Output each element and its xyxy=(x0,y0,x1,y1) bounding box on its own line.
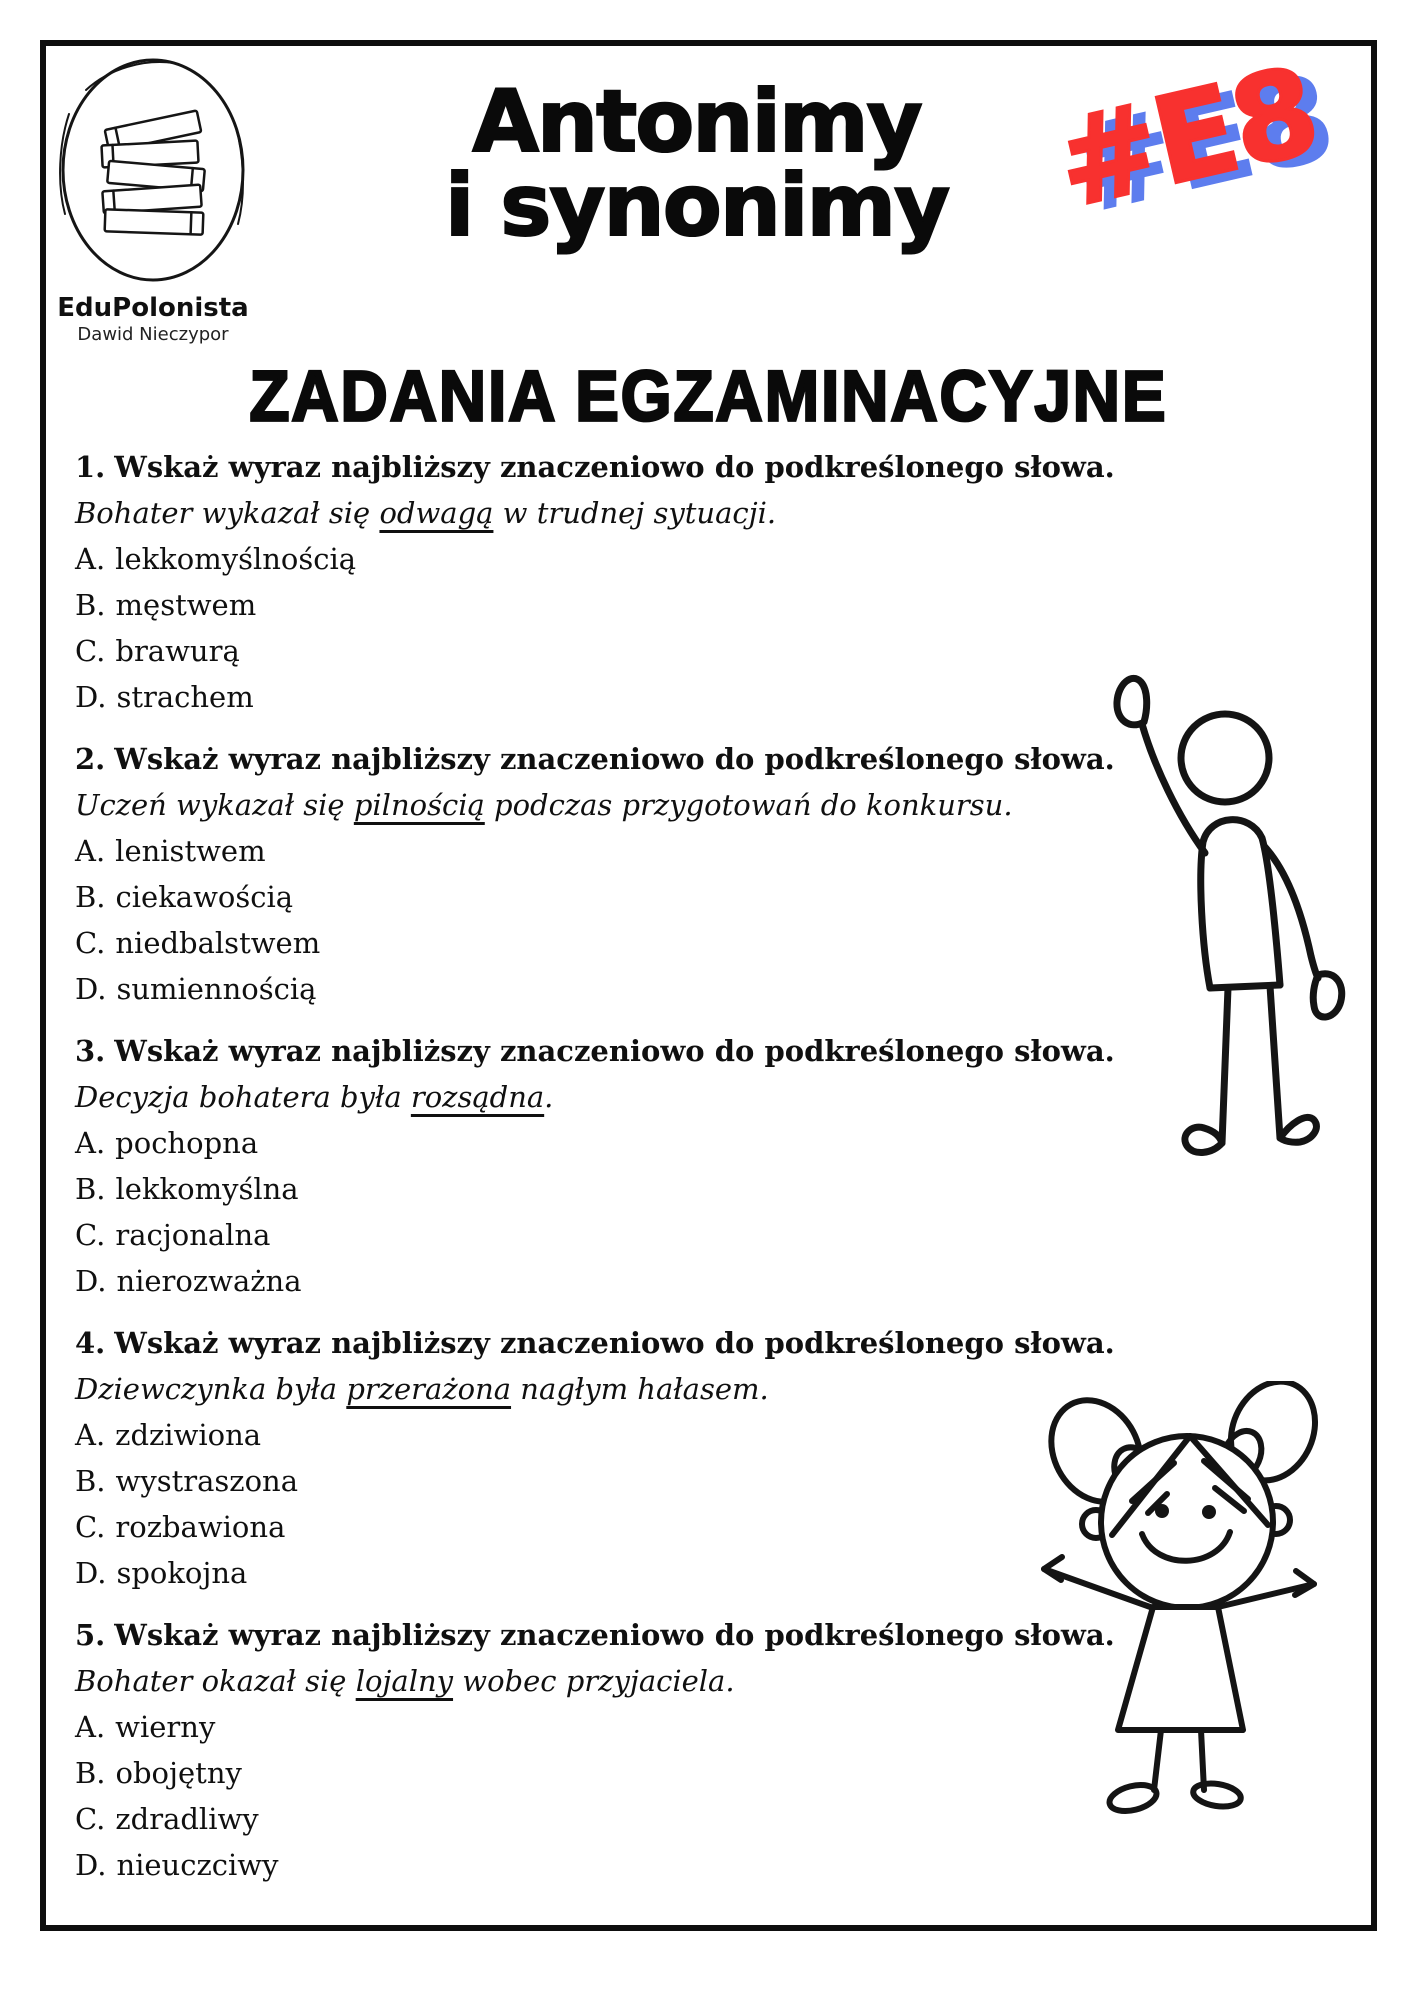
option-label: C. xyxy=(75,1802,106,1836)
question-sentence xyxy=(75,1658,1115,1704)
option-a xyxy=(75,536,1115,582)
waving-person-illustration xyxy=(1106,656,1351,1166)
option-label: D. xyxy=(75,1264,107,1298)
option-text: lekkomyślnością xyxy=(115,542,357,576)
option-text: zdradliwy xyxy=(115,1802,259,1836)
question-4 xyxy=(75,1320,1115,1596)
question-sentence xyxy=(75,490,1115,536)
option-c xyxy=(75,1796,1115,1842)
underlined-word: lojalny xyxy=(355,1664,454,1698)
option-text: zdziwiona xyxy=(115,1418,262,1452)
option-label: A. xyxy=(75,1710,106,1744)
option-d xyxy=(75,966,1115,1012)
option-text: obojętny xyxy=(115,1756,242,1790)
option-text: sumiennością xyxy=(116,972,317,1006)
sentence-after: . xyxy=(544,1080,554,1114)
question-sentence xyxy=(75,782,1115,828)
page-border xyxy=(40,40,1377,1931)
option-text: nieuczciwy xyxy=(116,1848,279,1882)
option-label: B. xyxy=(75,1172,106,1206)
option-text: męstwem xyxy=(115,588,257,622)
question-prompt-text: Wskaż wyraz najbliższy znaczeniowo do podkreślonego słowa. xyxy=(114,450,1115,484)
sentence-before: Bohater wykazał się xyxy=(75,496,380,530)
option-label: C. xyxy=(75,1218,106,1252)
option-text: lekkomyślna xyxy=(115,1172,299,1206)
question-prompt xyxy=(75,1320,1115,1366)
option-d xyxy=(75,1550,1115,1596)
option-a xyxy=(75,828,1115,874)
sentence-before: Decyzja bohatera była xyxy=(75,1080,411,1114)
girl-illustration xyxy=(1036,1381,1336,1881)
option-b xyxy=(75,1750,1115,1796)
option-a xyxy=(75,1120,1115,1166)
question-sentence xyxy=(75,1074,1115,1120)
question-prompt xyxy=(75,736,1115,782)
question-sentence xyxy=(75,1366,1115,1412)
question-prompt xyxy=(75,1028,1115,1074)
option-b xyxy=(75,1166,1115,1212)
option-text: ciekawością xyxy=(115,880,294,914)
option-label: C. xyxy=(75,634,106,668)
question-number: 5. xyxy=(75,1618,106,1652)
option-text: racjonalna xyxy=(115,1218,271,1252)
option-label: C. xyxy=(75,1510,106,1544)
sentence-after: nagłym hałasem. xyxy=(511,1372,769,1406)
option-d xyxy=(75,674,1115,720)
sentence-after: w trudnej sytuacji. xyxy=(493,496,777,530)
option-c xyxy=(75,920,1115,966)
option-d xyxy=(75,1258,1115,1304)
sentence-before: Uczeń wykazał się xyxy=(75,788,354,822)
option-text: nierozważna xyxy=(116,1264,302,1298)
underlined-word: pilnością xyxy=(353,788,485,822)
option-text: lenistwem xyxy=(115,834,266,868)
option-c xyxy=(75,1212,1115,1258)
underlined-word: przerażona xyxy=(346,1372,512,1406)
sentence-before: Bohater okazał się xyxy=(75,1664,356,1698)
option-text: wystraszona xyxy=(115,1464,299,1498)
option-label: A. xyxy=(75,542,106,576)
option-b xyxy=(75,874,1115,920)
option-label: B. xyxy=(75,1756,106,1790)
question-number: 3. xyxy=(75,1034,106,1068)
option-label: D. xyxy=(75,1848,107,1882)
sentence-after: podczas przygotowań do konkursu. xyxy=(484,788,1013,822)
underlined-word: rozsądna xyxy=(410,1080,545,1114)
brand-name: EduPolonista xyxy=(57,293,249,323)
section-heading: ZADANIA EGZAMINACYJNE xyxy=(249,355,1168,437)
option-label: B. xyxy=(75,1464,106,1498)
option-label: B. xyxy=(75,588,106,622)
question-5 xyxy=(75,1612,1115,1888)
option-label: D. xyxy=(75,680,107,714)
option-c xyxy=(75,1504,1115,1550)
option-label: B. xyxy=(75,880,106,914)
question-number: 1. xyxy=(75,450,106,484)
questions-list xyxy=(75,444,1115,1904)
question-number: 2. xyxy=(75,742,106,776)
option-label: D. xyxy=(75,1556,107,1590)
option-text: rozbawiona xyxy=(115,1510,286,1544)
option-a xyxy=(75,1412,1115,1458)
option-text: wierny xyxy=(115,1710,216,1744)
question-prompt xyxy=(75,1612,1115,1658)
option-text: niedbalstwem xyxy=(115,926,321,960)
question-prompt xyxy=(75,444,1115,490)
question-prompt-text: Wskaż wyraz najbliższy znaczeniowo do podkreślonego słowa. xyxy=(114,1034,1115,1068)
option-text: pochopna xyxy=(115,1126,259,1160)
option-text: brawurą xyxy=(115,634,240,668)
sentence-before: Dziewczynka była xyxy=(75,1372,347,1406)
option-text: spokojna xyxy=(116,1556,248,1590)
underlined-word: odwagą xyxy=(379,496,494,530)
question-2 xyxy=(75,736,1115,1012)
option-d xyxy=(75,1842,1115,1888)
option-c xyxy=(75,628,1115,674)
sentence-after: wobec przyjaciela. xyxy=(453,1664,735,1698)
option-label: A. xyxy=(75,1126,106,1160)
page-title-line1: Antonimy xyxy=(472,72,921,172)
question-3 xyxy=(75,1028,1115,1304)
option-label: C. xyxy=(75,926,106,960)
author-name: Dawid Nieczypor xyxy=(77,324,229,345)
option-a xyxy=(75,1704,1115,1750)
question-prompt-text: Wskaż wyraz najbliższy znaczeniowo do podkreślonego słowa. xyxy=(114,1326,1115,1360)
option-b xyxy=(75,582,1115,628)
question-prompt-text: Wskaż wyraz najbliższy znaczeniowo do podkreślonego słowa. xyxy=(114,742,1115,776)
option-text: strachem xyxy=(116,680,254,714)
option-label: D. xyxy=(75,972,107,1006)
question-1 xyxy=(75,444,1115,720)
question-number: 4. xyxy=(75,1326,106,1360)
question-prompt-text: Wskaż wyraz najbliższy znaczeniowo do podkreślonego słowa. xyxy=(114,1618,1115,1652)
edition-badge-text: #E8 xyxy=(1044,41,1330,236)
option-b xyxy=(75,1458,1115,1504)
option-label: A. xyxy=(75,834,106,868)
option-label: A. xyxy=(75,1418,106,1452)
page-title-line2: i synonimy xyxy=(444,156,949,256)
